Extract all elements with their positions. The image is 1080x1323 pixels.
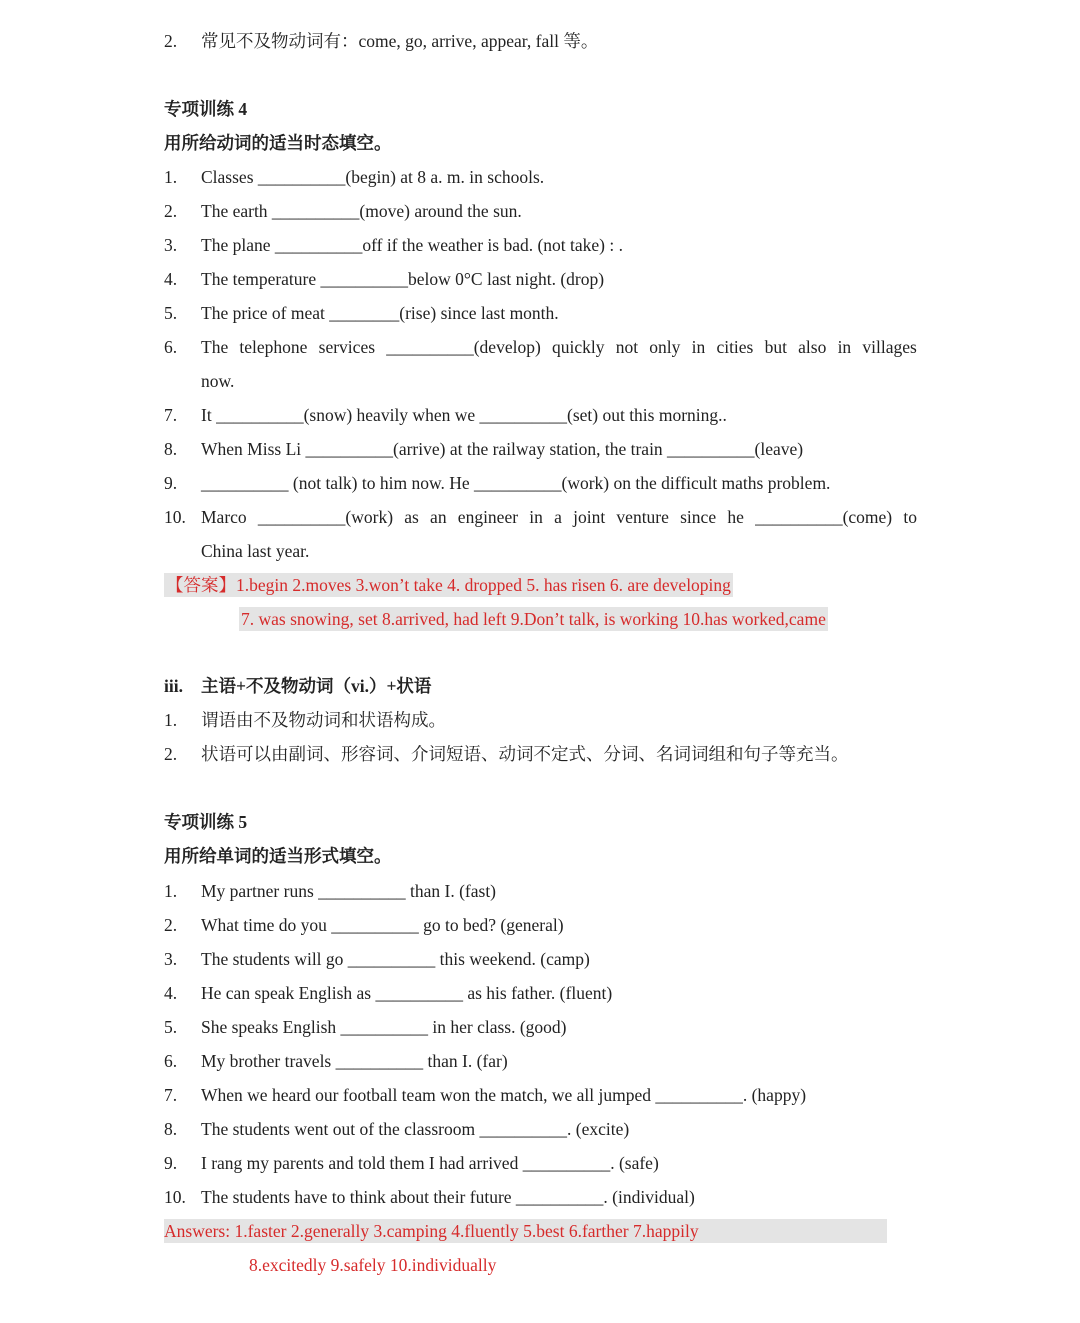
item-number: 2. [164, 915, 178, 935]
item-text: The price of meat ________(rise) since last month. [201, 303, 559, 323]
item-number: 10. [164, 1187, 186, 1207]
item-number: 4. [164, 269, 178, 289]
item-text-continued: China last year. [201, 541, 310, 561]
item-text: The students will go __________ this weekend. (camp) [201, 949, 590, 969]
item-number: 7. [164, 1085, 178, 1105]
item-number: 1. [164, 881, 178, 901]
item-text: 谓语由不及物动词和状语构成。 [201, 710, 446, 730]
item-text-continued: now. [201, 371, 235, 391]
item-text-justified: The telephone services __________(develop) quickly not only in cities but also in villages [201, 337, 917, 357]
item-text: The students have to think about their future __________. (individual) [201, 1187, 695, 1207]
item-text: The earth __________(move) around the sun. [201, 201, 522, 221]
item-number: 3. [164, 949, 178, 969]
item-text: My partner runs __________ than I. (fast) [201, 881, 497, 901]
item-number: 1. [164, 710, 178, 730]
section-iii-label: iii. [164, 676, 183, 696]
item-number: 5. [164, 303, 178, 323]
section-iii-title: 主语+不及物动词（vi.）+状语 [201, 676, 432, 696]
item-text: My brother travels __________ than I. (far) [201, 1051, 508, 1071]
intro-text: 常见不及物动词有：come, go, arrive, appear, fall 等。 [201, 31, 599, 51]
section4-answer-line-1: 【答案】1.begin 2.moves 3.won’t take 4. dropped 5. has risen 6. are developing [166, 575, 731, 595]
item-number: 2. [164, 744, 178, 764]
item-text: It __________(snow) heavily when we __________(set) out this morning.. [201, 405, 727, 425]
item-number: 7. [164, 405, 178, 425]
section4-title: 专项训练 4 [164, 99, 248, 119]
item-text: The students went out of the classroom __________. (excite) [201, 1119, 630, 1139]
item-number: 9. [164, 473, 178, 493]
item-text: Classes __________(begin) at 8 a. m. in schools. [201, 167, 545, 187]
section4-instruction: 用所给动词的适当时态填空。 [164, 133, 392, 153]
intro-number: 2. [164, 31, 178, 51]
item-text: What time do you __________ go to bed? (general) [201, 915, 564, 935]
item-number: 2. [164, 201, 178, 221]
item-number: 3. [164, 235, 178, 255]
item-text: I rang my parents and told them I had arrived __________. (safe) [201, 1153, 659, 1173]
item-number: 5. [164, 1017, 178, 1037]
item-text: She speaks English __________ in her class. (good) [201, 1017, 567, 1037]
item-number: 8. [164, 439, 178, 459]
section5-title: 专项训练 5 [164, 812, 248, 832]
item-text: 状语可以由副词、形容词、介词短语、动词不定式、分词、名词词组和句子等充当。 [201, 744, 849, 764]
item-text: When we heard our football team won the match, we all jumped __________. (happy) [201, 1085, 807, 1105]
item-text: When Miss Li __________(arrive) at the railway station, the train __________(leave) [201, 439, 804, 459]
item-number: 6. [164, 1051, 178, 1071]
item-text: The plane __________off if the weather is bad. (not take) : . [201, 235, 623, 255]
item-text: The temperature __________below 0°C last night. (drop) [201, 269, 605, 289]
section5-instruction: 用所给单词的适当形式填空。 [164, 846, 392, 866]
section4-answer-line-2: 7. was snowing, set 8.arrived, had left 9.Don’t talk, is working 10.has worked,came [241, 609, 826, 629]
item-number: 1. [164, 167, 178, 187]
item-text: __________ (not talk) to him now. He __________(work) on the difficult maths problem. [201, 473, 831, 493]
item-text: He can speak English as __________ as his father. (fluent) [201, 983, 613, 1003]
item-number: 10. [164, 507, 186, 527]
item-number: 9. [164, 1153, 178, 1173]
item-number: 6. [164, 337, 178, 357]
item-number: 8. [164, 1119, 178, 1139]
section5-answer-line-1: Answers: 1.faster 2.generally 3.camping 4.fluently 5.best 6.farther 7.happily [164, 1219, 887, 1243]
section5-answer-line-2: 8.excitedly 9.safely 10.individually [249, 1255, 497, 1275]
item-number: 4. [164, 983, 178, 1003]
item-text-justified: Marco __________(work) as an engineer in a joint venture since he __________(come) to [201, 507, 917, 527]
